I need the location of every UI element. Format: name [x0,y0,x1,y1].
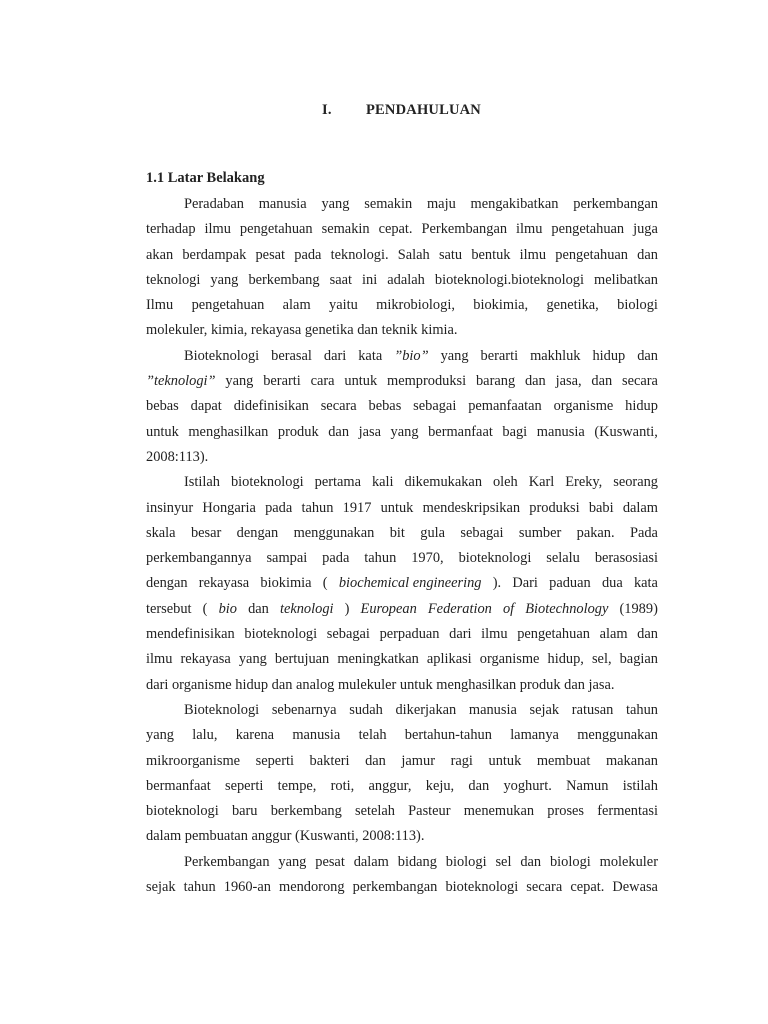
text-word: tahun [183,879,216,896]
text-word: Biotechnology [525,600,609,617]
text-word: manusia [258,196,307,212]
text-word: tempe, [277,777,317,794]
text-word: seorang [613,474,658,491]
text-word: sel, [591,651,612,668]
text-word: berasosiasi [594,550,658,567]
text-word: European [360,600,417,617]
text-word: yaitu [329,297,358,314]
text-word: anggur, [368,777,412,794]
section-heading: 1.1 Latar Belakang [146,170,265,186]
text-word: yang [238,651,267,668]
text-word: genetika, [546,297,599,314]
text-word: Pasteur [408,803,451,820]
text-word: tahun [364,550,397,567]
text-word: secara [526,879,563,896]
text-word: barang [475,373,516,390]
text-word: teknologi [279,600,334,617]
text-word: gula [420,524,446,541]
text-word: kata [633,575,658,592]
text-word: pada [322,550,350,567]
text-word: bio [218,600,237,617]
text-word: insinyur [146,499,194,516]
text-word: juga [633,221,658,238]
text-word: sebagai [460,524,504,541]
text-line [146,420,658,445]
text-word: dikemukakan [404,474,483,491]
text-word: yang [390,423,419,440]
text-word: setelah [355,803,395,820]
text-word: dan [637,347,658,364]
text-word: saat [329,271,352,288]
text-word: biokimia [260,575,312,592]
text-word: jasa [358,423,381,440]
text-word: didefinisikan [233,398,309,415]
text-word: untuk [380,499,414,516]
text-word: pengetahuan [191,297,265,314]
text-word: kali [371,474,394,491]
text-line [146,850,658,875]
text-word: bidang [397,853,437,870]
text-word: bioteknologi [146,803,219,820]
text-word: proses [547,803,585,820]
text-word: pertama [314,474,361,491]
text-word: perkembangan [573,196,658,212]
text-word: membuat [536,752,591,769]
text-word: dari organisme hidup dan analog mulekuler untuk menghasilkan produk dan jasa. [146,676,615,693]
text-word: pakan. [576,524,615,541]
text-word: ilmu [519,246,547,263]
text-word: Perkembangan [421,221,508,238]
text-word: yang [440,347,469,364]
text-word: sejak [146,879,176,896]
text-line [146,470,658,495]
text-word: cara [310,373,335,390]
text-word: dari [449,626,472,643]
text-word: ini [362,271,378,288]
text-word: sel [495,853,512,870]
text-word: Ilmu [146,297,174,314]
text-word: bioteknologi.bioteknologi [434,271,584,288]
text-word: terhadap [146,221,196,238]
text-line [146,546,658,571]
text-word: ( [202,600,208,617]
text-word: bakteri [309,752,350,769]
text-word: semakin [364,196,413,212]
text-word: selalu [546,550,580,567]
text-line [146,673,658,698]
text-line [146,597,658,622]
text-word: fermentasi [597,803,658,820]
text-line [146,243,658,268]
text-word: seperti [224,777,264,794]
text-word: Istilah [184,474,220,491]
text-word: ) [344,600,350,617]
text-word: bermanfaat [146,777,211,794]
text-word: 1970, [411,550,444,567]
text-word: produksi [529,499,580,516]
text-line [146,445,658,470]
text-word: meningkatkan [337,651,419,668]
text-word: bebas [146,398,179,415]
text-word: menemukan [463,803,535,820]
text-word: biochemical engineering [338,575,482,592]
text-word: tersebut [146,600,192,617]
text-word: ilmu [204,221,231,238]
text-word: bioteknologi [445,879,519,896]
text-word: berasal [271,347,312,364]
text-line [146,293,658,318]
text-word: yoghurt. [503,777,552,794]
text-word: hidup [625,398,658,415]
text-word: Salah [397,246,430,263]
text-word: ”bio” [394,347,429,364]
text-word: ”teknologi” [146,373,216,390]
text-word: tahun [626,701,658,718]
text-word: dengan [236,524,279,541]
text-word: bioteknologi [230,474,304,491]
text-word: dan [365,752,386,769]
text-line [146,774,658,799]
text-line [146,622,658,647]
text-word: biologi [549,853,591,870]
text-word: Perkembangan [184,853,270,870]
text-line [146,571,658,596]
text-word: Ereky, [565,474,603,491]
text-line [146,192,658,217]
text-word: Namun [566,777,609,794]
text-word: bagi [502,423,528,440]
text-word: dan [328,423,350,440]
text-word: bermanfaat [428,423,493,440]
text-word: yang [321,196,350,212]
text-word: manusia [292,727,341,744]
text-word: pesat [255,246,286,263]
text-word: dalam [622,499,658,516]
text-word: 1917 [342,499,372,516]
text-word: (1989) [619,600,658,617]
text-word: cepat. [570,879,605,896]
text-word: pesat [315,853,345,870]
text-word: maju [426,196,456,212]
text-word: teknologi. [330,246,389,263]
text-word: berarti [480,347,519,364]
text-word: pada [294,246,322,263]
text-word: keju, [425,777,455,794]
text-line [146,875,658,900]
text-word: perkembangannya [146,550,252,567]
text-word: Dewasa [612,879,658,896]
text-word: roti, [330,777,355,794]
text-word: mikrobiologi, [376,297,455,314]
text-word: babi [588,499,614,516]
text-word: bentuk [471,246,511,263]
text-word: kata [358,347,383,364]
text-word: aplikasi [426,651,472,668]
text-word: istilah [622,777,658,794]
text-word: 1960-an [223,879,271,896]
text-line [146,394,658,419]
text-word: ilmu [481,626,508,643]
text-word: karena [235,727,275,744]
text-line [146,268,658,293]
text-word: secara [622,373,658,390]
text-word: Bioteknologi [184,701,260,718]
text-word: adalah [387,271,425,288]
text-word: mendefinisikan [146,626,235,643]
text-word: dan [520,853,542,870]
text-line [146,318,658,343]
body-text [146,192,658,900]
text-word: sebagai [413,398,457,415]
text-word: ilmu [516,221,543,238]
text-line [146,698,658,723]
text-word: dan [637,626,658,643]
text-line [146,723,658,748]
text-word: (Kuswanti, [594,423,658,440]
text-word: ratusan [571,701,614,718]
text-word: pengetahuan [239,221,313,238]
text-word: mengakibatkan [470,196,559,212]
text-line [146,647,658,672]
text-line [146,496,658,521]
text-word: ragi [450,752,473,769]
text-word: hidup [592,347,626,364]
text-word: sampai [266,550,308,567]
text-word: berarti [263,373,301,390]
text-word: Hongaria [202,499,256,516]
text-word: sebagai [326,626,370,643]
text-word: teknologi [146,271,201,288]
text-word: telah [358,727,387,744]
text-word: paduan [549,575,591,592]
text-word: berkembang [270,803,342,820]
text-word: Peradaban [184,196,244,212]
text-word: ). [492,575,502,592]
text-line [146,749,658,774]
text-word: menggunakan [293,524,375,541]
text-word: dan [524,373,546,390]
text-word: mendorong [279,879,345,896]
text-word: untuk [146,423,179,440]
text-word: semakin [321,221,370,238]
text-word: biologi [445,853,487,870]
text-word: seperti [255,752,294,769]
text-word: organisme [553,398,614,415]
text-word: satu [438,246,463,263]
text-word: perkembangan [352,879,438,896]
text-word: bebas [368,398,402,415]
text-word: dan [468,777,490,794]
text-word: biologi [617,297,658,314]
text-word: produk [277,423,319,440]
text-word: perpaduan [379,626,440,643]
text-word: akan [146,246,174,263]
text-word: ilmu [146,651,173,668]
text-word: dan [248,600,269,617]
text-word: manusia [536,423,585,440]
text-word: sudah [349,701,383,718]
text-word: yang [210,271,239,288]
text-word: jamur [401,752,435,769]
text-word: dalam pembuatan anggur (Kuswanti, 2008:113). [146,828,425,845]
text-word: sumber [518,524,562,541]
text-word: Pada [629,524,658,541]
text-word: bioteknologi [244,626,318,643]
text-word: Dari [512,575,538,592]
text-word: 2008:113). [146,448,209,465]
text-word: makanan [605,752,658,769]
text-word: mikroorganisme [146,752,241,769]
text-word: pemanfaatan [468,398,542,415]
text-word: pengetahuan [551,221,625,238]
text-word: sebenarnya [271,701,337,718]
text-word: of [502,600,515,617]
text-word: biokimia, [473,297,529,314]
text-word: melibatkan [594,271,658,288]
text-word: pada [265,499,293,516]
text-line [146,369,658,394]
text-word: hidup, [547,651,584,668]
text-word: makhluk [530,347,581,364]
chapter-title: PENDAHULUAN [366,102,481,118]
text-word: lalu, [192,727,218,744]
text-word: Bioteknologi [184,347,260,364]
text-word: molekuler, kimia, rekayasa genetika dan teknik kimia. [146,322,458,339]
text-word: alam [599,626,628,643]
text-word: tahun [301,499,334,516]
text-word: cepat. [378,221,413,238]
text-word: pengetahuan [555,246,628,263]
text-word: berkembang [248,271,320,288]
text-word: ( [322,575,328,592]
text-word: skala [146,524,176,541]
text-word: lamanya [510,727,559,744]
text-word: oleh [492,474,518,491]
text-line [146,217,658,242]
text-word: dalam [353,853,389,870]
text-word: dari [323,347,347,364]
text-word: mendeskripsikan [422,499,521,516]
text-word: dan [637,246,658,263]
chapter-number: I. [322,102,332,118]
chapter-heading [0,102,768,124]
text-word: menggunakan [577,727,658,744]
text-word: alam [282,297,311,314]
text-word: dengan [146,575,188,592]
text-word: berdampak [182,246,247,263]
text-word: yang [225,373,254,390]
text-word: secara [320,398,357,415]
text-word: organisme [479,651,540,668]
text-word: menghasilkan [188,423,269,440]
text-line [146,824,658,849]
text-word: Federation [427,600,492,617]
text-word: untuk [488,752,522,769]
text-word: bertujuan [274,651,330,668]
text-word: molekuler [599,853,658,870]
text-word: sejak [529,701,560,718]
text-word: bit [389,524,405,541]
text-word: dikerjakan [395,701,457,718]
text-line [146,344,658,369]
text-word: bioteknologi [458,550,532,567]
text-line [146,799,658,824]
text-word: dan [591,373,613,390]
text-word: untuk [344,373,378,390]
text-word: manusia [468,701,517,718]
text-word: pengetahuan [517,626,590,643]
text-word: yang [278,853,307,870]
text-word: dapat [190,398,222,415]
text-word: baru [231,803,258,820]
text-word: memproduksi [387,373,467,390]
text-word: yang [146,727,174,744]
text-word: bagian [619,651,658,668]
text-word: rekayasa [198,575,250,592]
text-line [146,521,658,546]
text-word: dua [601,575,623,592]
text-word: rekayasa [180,651,231,668]
text-word: bertahun-tahun [404,727,492,744]
text-word: besar [190,524,222,541]
text-word: jasa, [555,373,582,390]
text-word: Karl [528,474,555,491]
